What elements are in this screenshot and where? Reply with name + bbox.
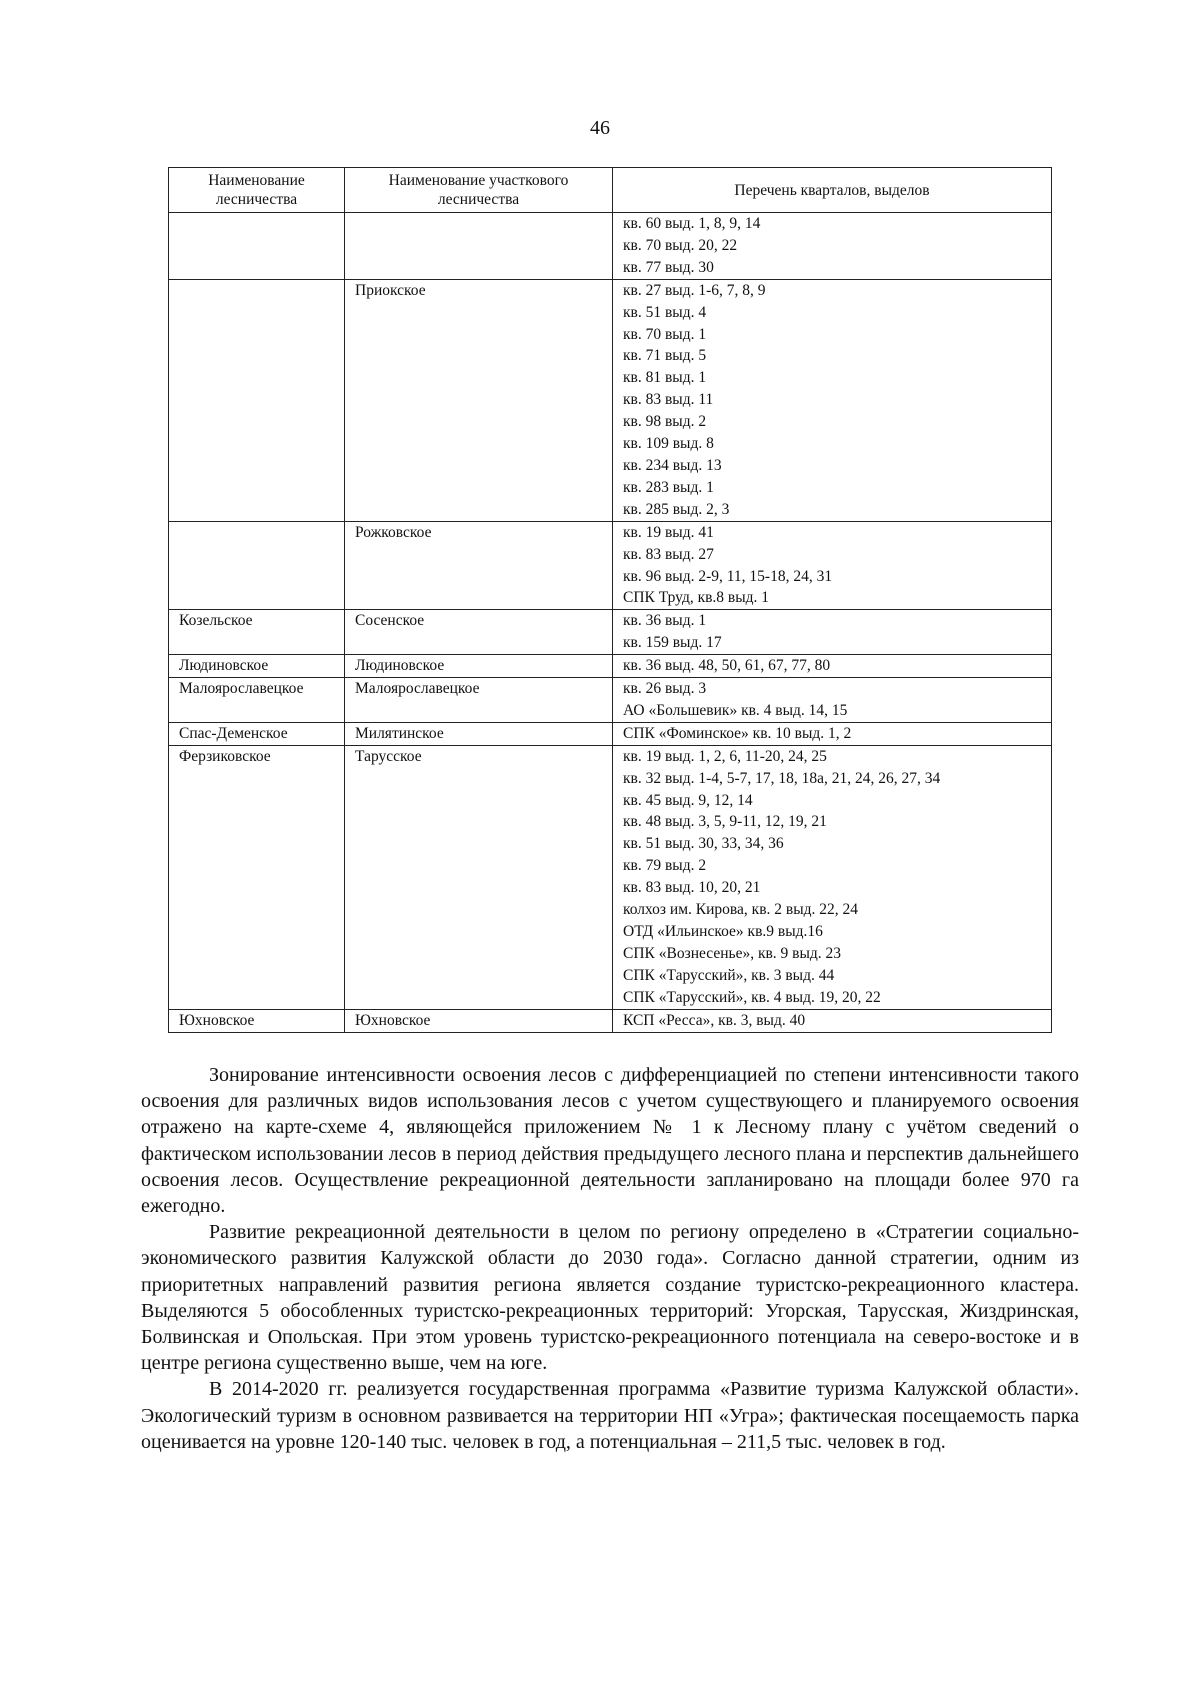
cell-forestry <box>169 213 345 235</box>
cell-forestry <box>169 965 345 987</box>
cell-quarters: кв. 234 выд. 13 <box>613 455 1052 477</box>
cell-quarters: кв. 27 выд. 1-6, 7, 8, 9 <box>613 279 1052 301</box>
cell-forestry <box>169 877 345 899</box>
cell-forestry: Людиновское <box>169 655 345 678</box>
cell-forestry: Козельское <box>169 610 345 632</box>
cell-forestry <box>169 632 345 654</box>
table-row <box>169 678 1052 700</box>
cell-district <box>345 811 613 833</box>
table-row <box>169 587 1052 609</box>
table-row <box>169 899 1052 921</box>
cell-district: Приокское <box>345 279 613 301</box>
cell-forestry <box>169 855 345 877</box>
cell-district: Юхновское <box>345 1009 613 1032</box>
cell-forestry <box>169 943 345 965</box>
table-row <box>169 324 1052 346</box>
cell-forestry <box>169 921 345 943</box>
cell-quarters: кв. 83 выд. 10, 20, 21 <box>613 877 1052 899</box>
table-row <box>169 722 1052 745</box>
table-row <box>169 610 1052 632</box>
cell-district <box>345 257 613 279</box>
cell-quarters: АО «Большевик» кв. 4 выд. 14, 15 <box>613 700 1052 722</box>
cell-district <box>345 213 613 235</box>
cell-quarters: ОТД «Ильинское» кв.9 выд.16 <box>613 921 1052 943</box>
cell-district <box>345 943 613 965</box>
paragraph-strategy: Развитие рекреационной деятельности в целом по региону определено в «Стратегии социально-экономического развития Калужской области до 2030 года». Согласно данной стратегии, одним из приоритетных направлений развития региона является создание туристско-рекреационного кластера. Выделяются 5 обособленных туристско-рекреационных территорий: Угорская, Тарусская, Жиздринская, Болвинская и Опольская. При этом уровень туристско-рекреационного потенциала на северо-востоке и в центре региона существенно выше, чем на юге. <box>141 1221 1079 1375</box>
table-row <box>169 833 1052 855</box>
cell-forestry: Малоярославецкое <box>169 678 345 700</box>
cell-quarters: кв. 45 выд. 9, 12, 14 <box>613 790 1052 812</box>
cell-district <box>345 477 613 499</box>
cell-quarters: кв. 98 выд. 2 <box>613 411 1052 433</box>
cell-quarters: кв. 81 выд. 1 <box>613 367 1052 389</box>
table-row <box>169 367 1052 389</box>
table-row <box>169 700 1052 722</box>
cell-quarters: СПК «Тарусский», кв. 3 выд. 44 <box>613 965 1052 987</box>
header-quarters-list: Перечень кварталов, выделов <box>613 168 1052 213</box>
cell-forestry <box>169 790 345 812</box>
cell-quarters: кв. 70 выд. 1 <box>613 324 1052 346</box>
cell-district <box>345 345 613 367</box>
cell-quarters: кв. 285 выд. 2, 3 <box>613 499 1052 521</box>
cell-quarters: кв. 70 выд. 20, 22 <box>613 235 1052 257</box>
cell-quarters: КСП «Ресса», кв. 3, выд. 40 <box>613 1009 1052 1032</box>
cell-forestry <box>169 499 345 521</box>
cell-quarters: кв. 36 выд. 1 <box>613 610 1052 632</box>
cell-district <box>345 833 613 855</box>
cell-quarters: СПК Труд, кв.8 выд. 1 <box>613 587 1052 609</box>
cell-forestry <box>169 257 345 279</box>
cell-forestry <box>169 700 345 722</box>
cell-forestry <box>169 302 345 324</box>
table-row <box>169 566 1052 588</box>
table-row <box>169 257 1052 279</box>
cell-quarters: кв. 83 выд. 11 <box>613 389 1052 411</box>
cell-forestry <box>169 477 345 499</box>
cell-quarters: кв. 36 выд. 48, 50, 61, 67, 77, 80 <box>613 655 1052 678</box>
cell-quarters: СПК «Фоминское» кв. 10 выд. 1, 2 <box>613 722 1052 745</box>
paragraph-zoning: Зонирование интенсивности освоения лесов с дифференциацией по степени интенсивности такого освоения для различных видов использования лесов с учетом существующего и планируемого освоения отражено на карте-схеме 4, являющейся приложением № 1 к Лесному плану с учётом сведений о фактическом использовании лесов в период действия предыдущего лесного плана и перспектив дальнейшего освоения лесов. Осуществление рекреационной деятельности запланировано на площади более 970 га ежегодно. <box>141 1064 1079 1218</box>
cell-district <box>345 877 613 899</box>
table-row <box>169 745 1052 767</box>
table-row <box>169 655 1052 678</box>
cell-quarters: кв. 109 выд. 8 <box>613 433 1052 455</box>
table-row <box>169 389 1052 411</box>
cell-quarters: кв. 71 выд. 5 <box>613 345 1052 367</box>
cell-district: Людиновское <box>345 655 613 678</box>
cell-forestry <box>169 345 345 367</box>
cell-forestry <box>169 833 345 855</box>
cell-quarters: кв. 48 выд. 3, 5, 9-11, 12, 19, 21 <box>613 811 1052 833</box>
cell-district <box>345 768 613 790</box>
cell-quarters: кв. 60 выд. 1, 8, 9, 14 <box>613 213 1052 235</box>
cell-district <box>345 411 613 433</box>
cell-district: Рожковское <box>345 521 613 543</box>
cell-forestry <box>169 899 345 921</box>
cell-quarters: кв. 96 выд. 2-9, 11, 15-18, 24, 31 <box>613 566 1052 588</box>
page-number: 46 <box>590 117 610 139</box>
cell-forestry <box>169 544 345 566</box>
cell-forestry <box>169 389 345 411</box>
table-row <box>169 943 1052 965</box>
cell-district <box>345 433 613 455</box>
cell-forestry <box>169 433 345 455</box>
cell-quarters: кв. 32 выд. 1-4, 5-7, 17, 18, 18а, 21, 24, 26, 27, 34 <box>613 768 1052 790</box>
table-row <box>169 411 1052 433</box>
cell-quarters: кв. 83 выд. 27 <box>613 544 1052 566</box>
cell-forestry: Спас-Деменское <box>169 722 345 745</box>
cell-quarters: СПК «Вознесенье», кв. 9 выд. 23 <box>613 943 1052 965</box>
header-forestry: Наименование лесничества <box>169 168 345 213</box>
cell-quarters: кв. 51 выд. 30, 33, 34, 36 <box>613 833 1052 855</box>
body-text <box>141 1062 1079 1455</box>
cell-district <box>345 899 613 921</box>
cell-district <box>345 544 613 566</box>
table-row <box>169 965 1052 987</box>
table-row <box>169 544 1052 566</box>
table-row <box>169 877 1052 899</box>
table-row <box>169 768 1052 790</box>
cell-quarters: кв. 159 выд. 17 <box>613 632 1052 654</box>
cell-district <box>345 367 613 389</box>
cell-quarters: кв. 19 выд. 1, 2, 6, 11-20, 24, 25 <box>613 745 1052 767</box>
table-row <box>169 499 1052 521</box>
cell-district <box>345 632 613 654</box>
table-row <box>169 455 1052 477</box>
cell-forestry <box>169 987 345 1009</box>
cell-quarters: СПК «Тарусский», кв. 4 выд. 19, 20, 22 <box>613 987 1052 1009</box>
forestry-table <box>168 167 1052 1033</box>
cell-forestry <box>169 811 345 833</box>
cell-forestry <box>169 235 345 257</box>
cell-forestry <box>169 768 345 790</box>
cell-district: Тарусское <box>345 745 613 767</box>
table-row <box>169 632 1052 654</box>
cell-district <box>345 987 613 1009</box>
table-row <box>169 433 1052 455</box>
cell-forestry <box>169 324 345 346</box>
cell-quarters: колхоз им. Кирова, кв. 2 выд. 22, 24 <box>613 899 1052 921</box>
table-row <box>169 855 1052 877</box>
cell-forestry: Ферзиковское <box>169 745 345 767</box>
cell-forestry <box>169 455 345 477</box>
cell-district <box>345 921 613 943</box>
table-row <box>169 811 1052 833</box>
cell-district <box>345 324 613 346</box>
table-row <box>169 521 1052 543</box>
cell-district: Малоярославецкое <box>345 678 613 700</box>
table-row <box>169 1009 1052 1032</box>
table-row <box>169 477 1052 499</box>
cell-district <box>345 965 613 987</box>
cell-district <box>345 389 613 411</box>
cell-quarters: кв. 79 выд. 2 <box>613 855 1052 877</box>
cell-forestry <box>169 411 345 433</box>
cell-district <box>345 455 613 477</box>
cell-district <box>345 566 613 588</box>
cell-district <box>345 790 613 812</box>
cell-forestry <box>169 587 345 609</box>
cell-quarters: кв. 19 выд. 41 <box>613 521 1052 543</box>
header-district-forestry: Наименование участкового лесничества <box>345 168 613 213</box>
cell-district <box>345 700 613 722</box>
table-row <box>169 213 1052 235</box>
cell-district <box>345 855 613 877</box>
table-row <box>169 987 1052 1009</box>
cell-district <box>345 587 613 609</box>
cell-forestry <box>169 521 345 543</box>
cell-district: Милятинское <box>345 722 613 745</box>
paragraph-tourism-program: В 2014-2020 гг. реализуется государственная программа «Развитие туризма Калужской области». Экологический туризм в основном развивается на территории НП «Угра»; фактическая посещаемость парка оценивается на уровне 120-140 тыс. человек в год, а потенциальная – 211,5 тыс. человек в год. <box>141 1378 1079 1453</box>
cell-quarters: кв. 77 выд. 30 <box>613 257 1052 279</box>
cell-quarters: кв. 26 выд. 3 <box>613 678 1052 700</box>
cell-forestry <box>169 566 345 588</box>
cell-forestry <box>169 367 345 389</box>
table-row <box>169 790 1052 812</box>
table-row <box>169 279 1052 301</box>
cell-quarters: кв. 283 выд. 1 <box>613 477 1052 499</box>
cell-district <box>345 499 613 521</box>
table-header-row <box>169 168 1052 213</box>
cell-forestry <box>169 279 345 301</box>
table-row <box>169 235 1052 257</box>
cell-district <box>345 302 613 324</box>
cell-district <box>345 235 613 257</box>
cell-forestry: Юхновское <box>169 1009 345 1032</box>
cell-district: Сосенское <box>345 610 613 632</box>
table-row <box>169 921 1052 943</box>
table-row <box>169 302 1052 324</box>
table-row <box>169 345 1052 367</box>
cell-quarters: кв. 51 выд. 4 <box>613 302 1052 324</box>
